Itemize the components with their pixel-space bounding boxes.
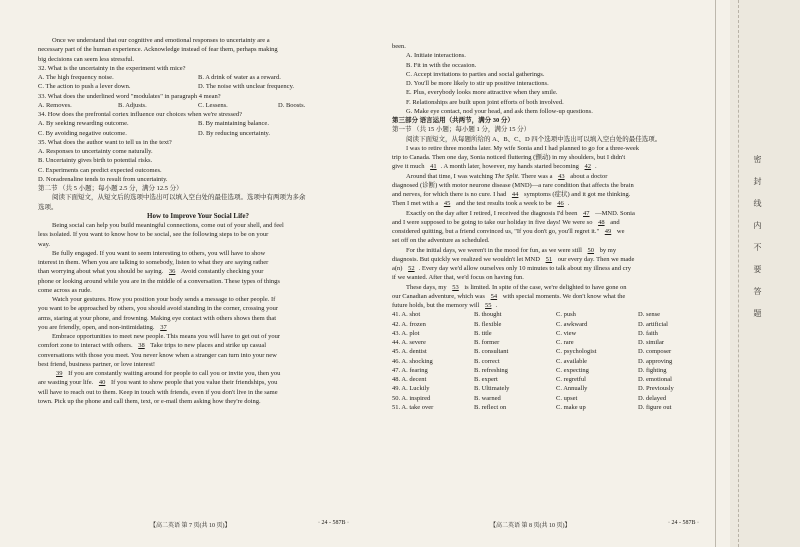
question-stem: 34. How does the prefrontal cortex influence our choices when we're stressed? [38, 111, 243, 118]
footer-code: · 24 - 587B · [318, 520, 349, 526]
text-line: Being social can help you build meaningful connections, come out of your shell, and feel [52, 222, 284, 229]
option-b[interactable]: B. A drink of water as a reward. [198, 74, 281, 81]
text-fragment: If you are constantly waiting around for people to call you or invite you, then you [68, 370, 281, 377]
answer-option[interactable]: D. Previously [638, 385, 674, 393]
text-fragment: . Every day we'd allow ourselves only 10 minutes to talk about my illness and cry [418, 265, 631, 272]
blank-41[interactable]: 41 [430, 163, 437, 171]
text-fragment: . A month later, however, my hands started becoming [440, 163, 579, 171]
text-line: set off on the adventure as scheduled. [392, 237, 490, 245]
option-b[interactable]: B. Adjusts. [118, 101, 147, 109]
left-page [38, 36, 358, 406]
text-fragment: is limited. In spite of the case, we're delighted to have gone on [464, 283, 627, 291]
text-line: future holds, but the memory will 55 . [392, 302, 498, 309]
question-35 [38, 138, 358, 184]
section-heading: 第二节 （共 5 小题；每小题 2.5 分，满分 12.5 分） [38, 185, 183, 192]
answer-row [392, 320, 720, 329]
text-line [38, 267, 358, 276]
text-line: come across as rude. [38, 286, 92, 294]
text-line [392, 292, 720, 301]
text-line: diagnosed (诊断) with motor neurone disease (MND)—a rare condition that affects the brain [392, 181, 634, 189]
text-fragment: symptoms (症状) and it got me thinking. [524, 191, 631, 198]
text-line: best friend, business partner, or love interest! [38, 360, 156, 368]
answer-option[interactable]: 46. A. shocking [392, 357, 433, 365]
text-fragment: you are friendly, open, and non-intimidating. [38, 323, 155, 331]
text-line: Be fully engaged. If you want to seem interesting to others, you will have to show [52, 249, 266, 257]
answer-option[interactable]: 45. A. dentist [392, 348, 427, 356]
text-fragment: considered quitting, but a friend convinced us, "If you don't go, you'll regret it." [392, 228, 600, 235]
answer-row [392, 366, 720, 375]
text-line [392, 172, 720, 181]
text-fragment: For the initial days, we weren't in the mood for fun, as we were still [406, 246, 582, 254]
text-fragment: Take trips to new places and strike up casual [150, 342, 267, 350]
blank-47[interactable]: 47 [583, 209, 590, 217]
blank-36[interactable]: 36 [168, 268, 176, 276]
answer-row [392, 338, 720, 347]
seal-line-notice: 密封线内不要答题 [753, 155, 762, 331]
text-line [392, 190, 720, 199]
blank-39[interactable]: 39 [56, 370, 63, 377]
answer-option[interactable]: D. artificial [638, 320, 668, 328]
text-line [38, 369, 358, 378]
blank-46[interactable]: 46 [557, 200, 564, 208]
question-33 [38, 92, 358, 111]
question-stem: 33. What does the underlined word "modulates" in paragraph 4 mean? [38, 92, 221, 100]
text-line: if we wanted. After that, we'd focus on having fun. [392, 274, 524, 282]
answer-option[interactable]: C. regretful [556, 376, 586, 383]
text-fragment: a(n) [392, 265, 403, 272]
answer-option[interactable]: B. reflect on [474, 403, 507, 411]
option-c[interactable]: C. By avoiding negative outcome. [38, 129, 127, 137]
answer-row [392, 403, 720, 412]
text-fragment: our Canadian adventure, which was [392, 292, 485, 300]
answer-option[interactable]: D. faith [638, 329, 658, 337]
blank-40[interactable]: 40 [98, 379, 106, 387]
blank-50[interactable]: 50 [587, 246, 595, 254]
answer-row [392, 384, 720, 393]
footer-page-number: 【高二英语 第 7 页(共 10 页)】 [150, 523, 231, 529]
text-fragment: we [616, 228, 625, 235]
text-fragment: These days, my [406, 283, 447, 291]
blank-45[interactable]: 45 [443, 200, 451, 208]
choice-option[interactable]: A. Initiate interactions. [406, 52, 466, 60]
text-line: you want to be approached by others, you should avoid standing in the corner, crossing your [38, 305, 279, 313]
choice-option[interactable]: E. Plus, everybody looks more attractive when they smile. [406, 89, 558, 97]
blank-38[interactable]: 38 [138, 342, 145, 350]
question-34 [38, 110, 358, 138]
choice-option[interactable]: B. Fit in with the occasion. [406, 61, 477, 69]
answer-option[interactable]: C. view [556, 329, 577, 337]
answer-row [392, 357, 720, 366]
blank-51[interactable]: 51 [545, 255, 553, 263]
text-fragment: our every day. Then we made [557, 255, 635, 263]
answer-option[interactable]: C. expecting [556, 366, 589, 374]
answer-option[interactable]: C. upset [556, 394, 578, 402]
answer-option[interactable]: B. Ultimately [474, 385, 510, 393]
text-fragment: Around that time, I was watching [406, 172, 494, 180]
text-line: arms, staring at your phone, and frowning. Making eye contact with others shows them that [38, 314, 277, 322]
text-line: way. [38, 240, 51, 248]
option-a[interactable]: A. The high frequency noise. [38, 74, 114, 81]
text-fragment: with special moments. We don't know what the [502, 292, 626, 300]
answer-option[interactable]: D. fighting [638, 366, 667, 374]
blank-53[interactable]: 53 [452, 283, 459, 291]
section-heading: 第一节 （共 15 小题；每小题 1 分，满分 15 分） [392, 126, 531, 134]
question-stem: 35. What does the author want to tell us in the text? [38, 138, 172, 146]
footer-code: · 24 - 587B · [668, 520, 699, 526]
text-line [392, 264, 720, 273]
answer-option[interactable]: C. Annually [556, 385, 588, 393]
answer-option[interactable]: 43. A. plot [392, 329, 420, 337]
right-page [392, 42, 720, 412]
answer-option[interactable]: B. former [474, 339, 500, 346]
text-line [392, 209, 720, 218]
text-line [392, 162, 720, 171]
choice-option[interactable]: C. Accept invitations to parties and social gatherings. [406, 70, 545, 78]
answer-option[interactable]: 48. A. decent [392, 376, 427, 383]
text-line: less isolated. If you want to know how to be social, see the following steps to be on your [38, 231, 269, 239]
answer-options [392, 310, 720, 412]
answer-option[interactable]: B. consultant [474, 348, 509, 356]
text-line: necessary part of the human experience. Acknowledge instead of fear them, perhaps making [38, 46, 278, 54]
text-line [38, 378, 358, 387]
answer-row [392, 329, 720, 338]
text-fragment: by my [599, 246, 617, 254]
answer-option[interactable]: B. expert [474, 376, 498, 383]
option-b[interactable]: B. Uncertainty gives birth to potential risks. [38, 157, 153, 165]
answer-row [392, 375, 720, 384]
blank-37[interactable]: 37 [160, 323, 167, 331]
text-line: interest in them. When you are talking to somebody, listen to what they are saying rather [38, 259, 269, 266]
text-fragment: If you want to show people that you value their friendships, you [110, 379, 278, 387]
answer-option[interactable]: D. composer [638, 348, 672, 356]
blank-54[interactable]: 54 [490, 292, 498, 300]
answer-option[interactable]: 44. A. severe [392, 339, 426, 346]
text-line [392, 227, 720, 236]
text-line: will have to reach out to them. Keep in touch with friends, even if you don't live in the same [38, 388, 278, 396]
answer-option[interactable]: B. correct [474, 357, 500, 365]
passage-title: How to Improve Your Social Life? [147, 211, 249, 220]
text-fragment: are wasting your life. [38, 379, 94, 387]
text-line: Watch your gestures. How you position your body sends a message to other people. If [52, 296, 276, 303]
option-a[interactable]: A. Responses to uncertainty come naturally. [38, 148, 153, 155]
text-fragment: Avoid constantly checking your [180, 268, 264, 276]
choice-option[interactable]: F. Relationships are built upon joint efforts of both involved. [406, 98, 564, 106]
blank-55[interactable]: 55 [485, 302, 492, 309]
answer-option[interactable]: D. similar [638, 339, 664, 346]
answer-option[interactable]: 41. A. shot [392, 311, 421, 319]
answer-row [392, 347, 720, 356]
text-fragment: about a doctor [570, 172, 608, 180]
answer-row [392, 310, 720, 319]
text-line [38, 323, 358, 332]
text-line [392, 283, 720, 292]
answer-option[interactable]: 47. A. fearing [392, 366, 428, 374]
option-a[interactable]: A. By seeking rewarding outcome. [38, 120, 129, 128]
answer-option[interactable]: D. emotional [638, 376, 672, 383]
text-fragment: Then I met with a [392, 200, 439, 208]
text-fragment: The Split [494, 172, 518, 180]
option-a[interactable]: A. Removes. [38, 101, 72, 109]
blank-43[interactable]: 43 [558, 172, 565, 180]
option-d[interactable]: D. By reducing uncertainty. [198, 129, 270, 137]
text-line [38, 341, 358, 350]
question-32 [38, 64, 358, 92]
text-fragment: . There was a [517, 172, 553, 180]
answer-option[interactable]: D. approving [638, 357, 673, 365]
text-fragment: and [610, 218, 620, 226]
section-instruction: 阅读下面短文，从每题所给的 A、B、C、D 四个选项中选出可以填入空白处的最佳选项。 [406, 135, 662, 143]
text-fragment: than worrying about what you should be saying. [38, 268, 164, 276]
answer-option[interactable]: B. title [474, 329, 492, 337]
text-fragment: Exactly on the day after I retired, I received the diagnosis I'd been [406, 209, 578, 217]
option-d[interactable]: D. The noise with unclear frequency. [198, 83, 295, 91]
text-fragment: future holds, but the memory will [392, 302, 480, 309]
choice-option[interactable]: G. Make eye contact, nod your head, and ask them follow-up questions. [406, 107, 593, 115]
section-instruction: 选项。 [38, 203, 58, 211]
answer-option[interactable]: 49. A. Luckily [392, 385, 430, 393]
blank-48[interactable]: 48 [598, 218, 605, 226]
answer-option[interactable]: B. flexible [474, 320, 502, 328]
text-line: Embrace opportunities to meet new people. This means you will have to get out of your [52, 333, 281, 340]
seal-line [738, 0, 743, 547]
answer-option[interactable]: C. psychologist [556, 348, 597, 356]
answer-option[interactable]: C. rare [556, 339, 574, 346]
text-fragment: comfort zone to interact with others. [38, 342, 133, 350]
page-divider [715, 0, 716, 547]
text-fragment: and I were supposed to be going to take our holiday in five days! We were so [392, 218, 593, 226]
blank-52[interactable]: 52 [408, 265, 415, 272]
text-line: I was to retire three months later. My wife Sonia and I had planned to go for a three-week [406, 144, 640, 152]
text-line: trip to Canada. Then one day, Sonia noticed fluttering (颤动) in my shoulders, but I didn't [392, 154, 626, 161]
blank-44[interactable]: 44 [511, 191, 519, 198]
option-b[interactable]: B. By maintaining balance. [198, 120, 269, 128]
answer-option[interactable]: D. figure out [638, 403, 672, 411]
question-stem: 32. What is the uncertainty in the experiment with mice? [38, 64, 186, 72]
text-line [392, 246, 720, 255]
text-fragment: and the test results took a week to be [455, 200, 552, 208]
answer-option[interactable]: D. delayed [638, 394, 667, 402]
answer-option[interactable]: 50. A. inspired [392, 394, 431, 402]
answer-option[interactable]: C. available [556, 357, 588, 365]
answer-option[interactable]: 51. A. take over [392, 403, 434, 411]
blank-42[interactable]: 42 [584, 163, 592, 171]
choice-option[interactable]: D. You'll be more likely to stir up positive interactions. [406, 80, 549, 87]
answer-option[interactable]: C. make up [556, 403, 586, 411]
option-c[interactable]: C. The action to push a lever down. [38, 83, 131, 91]
answer-option[interactable]: C. push [556, 311, 576, 319]
text-line: town. Pick up the phone and call them, text, or e-mail them asking how they're doing. [38, 397, 261, 405]
option-c[interactable]: C. Experiments can predict expected outcomes. [38, 166, 162, 174]
text-fragment: . [595, 163, 597, 171]
text-fragment: diagnosis. But quickly we realized we wouldn't let MND [392, 255, 540, 263]
text-line [392, 218, 720, 227]
text-fragment: give it much [392, 163, 425, 171]
answer-option[interactable]: 42. A. frozen [392, 320, 426, 328]
text-fragment: —MND. Sonia [595, 209, 635, 217]
blank-49[interactable]: 49 [604, 228, 612, 235]
answer-option[interactable]: B. warned [474, 394, 501, 402]
answer-option[interactable]: B. thought [474, 311, 502, 319]
text-line: big decisions can seem less stressful. [38, 55, 135, 63]
text-line: Once we understand that our cognitive and emotional responses to uncertainty are a [52, 37, 270, 44]
option-d[interactable]: D. Noradrenaline tends to result from uncertainty. [38, 175, 168, 183]
part-heading: 第三部分 语言运用（共两节，满分 30 分） [392, 117, 514, 124]
option-d[interactable]: D. Boosts. [278, 101, 306, 109]
text-line: Then I met with a 45 and the test results took a week to be 46 . [392, 200, 570, 208]
footer-page-number: 【高二英语 第 8 页(共 10 页)】 [490, 523, 571, 529]
answer-row [392, 394, 720, 403]
text-fragment: and nerves, for which there is no cure. I had [392, 191, 507, 198]
answer-option[interactable]: B. refreshing [474, 366, 508, 374]
text-line: phone or looking around while you are in the middle of a conversation. These types of things [38, 277, 280, 285]
section-instruction: 阅读下面短文，从短文后的选项中选出可以填入空白处的最佳选项。选项中有两项为多余 [52, 194, 306, 202]
text-line: been. [392, 43, 406, 50]
answer-option[interactable]: D. sense [638, 311, 661, 319]
option-c[interactable]: C. Lessens. [198, 101, 228, 109]
answer-option[interactable]: C. awkward [556, 320, 588, 328]
text-line: conversations with those you meet. You never know when a stranger can turn into your new [38, 351, 277, 359]
text-line [392, 255, 720, 264]
